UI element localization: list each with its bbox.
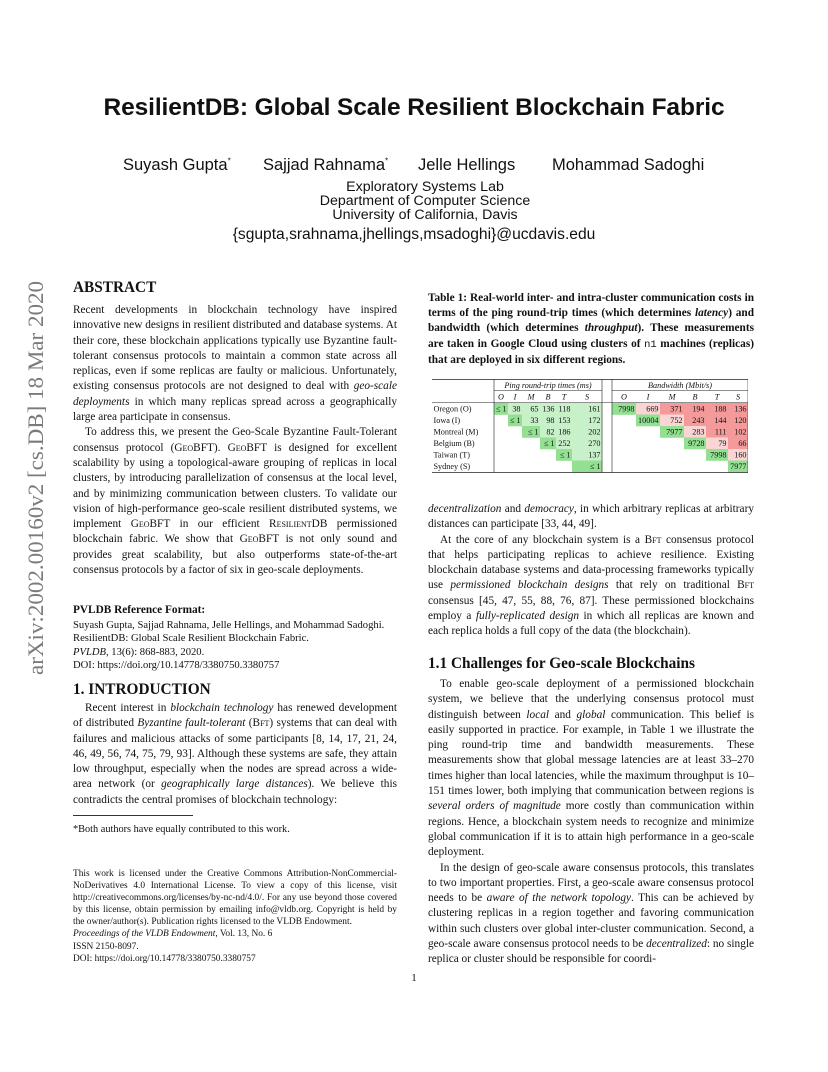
ping-col-header: B <box>545 392 551 402</box>
challenges-body: To enable geo-scale deployment of a permissioned blockchain system, we believe that the underlying consensus protocol must distinguish between local and global communication. This belief is easily supported in practice. For example, in Table 1 we illustrate the ping round-trip time and bandwidth measurements. These measurements show that global message latencies are at least 33–270 times higher than local latencies, while the maximum throughput is 10–151 times lower, both implying that communication between regions is several orders of magnitude more costly than communication within regions. Hence, a blockchain system needs to recognize and minimize global communication if it is to attain high performance in a geo-scale deployment. In the design of geo-scale aware consensus protocols, this translates to two important properties. First, a geo-scale aware consensus protocol needs to be aware of the network topology. This can be achieved by clustering replicas in a region together and favoring communication within such clusters over global inter-cluster communication. Second, a geo-scale aware consensus protocol needs to be decentralized: no single replica or cluster should be responsible for coordi- <box>428 678 755 966</box>
bandwidth-value: 669 <box>646 404 659 414</box>
ping-value: 118 <box>558 404 571 414</box>
ping-value: ≤ 1 <box>527 427 539 437</box>
bandwidth-col-header: O <box>621 392 627 402</box>
bandwidth-value: 111 <box>714 427 727 437</box>
bandwidth-col-header: I <box>646 392 650 402</box>
author-2: Sajjad Rahnama* <box>263 156 389 174</box>
bandwidth-col-header: T <box>714 392 720 402</box>
ping-col-header: T <box>561 392 567 402</box>
license-notice: This work is licensed under the Creative Commons Attribution-NonCommercial-NoDerivatives 4.0 International License. To view a copy of this license, visit http://creativecommons.org/licenses/by-nc-nd/4.0/. For any use beyond those covered by this license, obtain permission by emailing info@vldb.org. Copyright is held by the owner/author(s). Publication rights licensed to the VLDB Endowment. Proceedings of the VLDB Endowment, Vol. 13, No. 6 ISSN 2150-8097. DOI: https://doi.org/10.14778/3380750.3380757 <box>73 869 397 964</box>
ping-value: 202 <box>588 427 601 437</box>
ping-value: ≤ 1 <box>495 404 507 414</box>
table-row-label: Oregon (O) <box>433 404 472 414</box>
ping-value: 38 <box>512 404 521 414</box>
ping-value: 153 <box>558 416 571 426</box>
bandwidth-value: 283 <box>692 427 705 437</box>
ping-col-header: O <box>498 392 504 402</box>
bandwidth-value: 120 <box>734 416 747 426</box>
reference-format-heading: PVLDB Reference Format: <box>73 604 206 616</box>
table-row-label: Iowa (I) <box>433 416 461 426</box>
bandwidth-value: 7998 <box>618 404 635 414</box>
table-row-label: Belgium (B) <box>433 439 475 449</box>
table-row-label: Montreal (M) <box>433 427 479 437</box>
bandwidth-col-header: B <box>692 392 698 402</box>
ping-col-header: S <box>584 392 590 402</box>
table-row-label: Sydney (S) <box>433 462 471 472</box>
abstract-body: Recent developments in blockchain technology have inspired innovative new designs in resilient distributed and database systems. At their core, these blockchain applications typically use Byzantine fault-tolerant consensus protocols to maintain a common state across all replicas, even if some replicas are faulty or malicious. Unfortunately, existing consensus protocols are not designed to deal with geo-scale deployments in which many replicas spread across a geographically large area participate in consensus. To address this, we present the Geo-Scale Byzantine Fault-Tolerant consensus protocol (GeoBFT). GeoBFT is designed for excellent scalability by using a topological-aware grouping of replicas in local clusters, by introducing parallelization of consensus at the local level, and by minimizing communication between clusters. To validate our vision of high-performance geo-scale resilient distributed systems, we implement GeoBFT in our efficient ResilientDB permissioned blockchain fabric. We show that GeoBFT is not only sound and provides great scalability, but also outperforms state-of-the-art consensus protocols by a factor of six in geo-scale deployments. <box>73 304 397 577</box>
bandwidth-value: 160 <box>734 450 747 460</box>
bandwidth-value: 194 <box>692 404 705 414</box>
page-number: 1 <box>411 972 417 984</box>
bandwidth-value: 66 <box>738 439 747 449</box>
paper-title: ResilientDB: Global Scale Resilient Blockchain Fabric <box>103 94 725 121</box>
ping-value: ≤ 1 <box>589 462 601 472</box>
bandwidth-col-header: M <box>668 392 676 402</box>
svg-text:arXiv:2002.00160v2 [cs.DB] 1: arXiv:2002.00160v2 [cs.DB] 18 Mar 2020 <box>23 290 48 675</box>
ping-col-header: M <box>527 392 535 402</box>
bandwidth-header: Bandwidth (Mbit/s) <box>648 381 712 390</box>
bandwidth-value: 102 <box>734 427 747 437</box>
section-heading-challenges: 1.1 Challenges for Geo-scale Blockchains <box>428 655 695 672</box>
reference-format-body: Suyash Gupta, Sajjad Rahnama, Jelle Hellings, and Mohammad Sadoghi. ResilientDB: Global Scale Resilient Blockchain Fabric. PVLDB, 13(6): 868-883, 2020. DOI: https://doi.org/10.14778/3380750.3380757 <box>73 620 385 671</box>
bandwidth-value: 9728 <box>688 439 705 449</box>
ping-value: 252 <box>558 439 571 449</box>
affiliation-university: University of California, Davis <box>332 207 518 223</box>
ping-value: 82 <box>546 427 555 437</box>
bandwidth-value: 136 <box>734 404 747 414</box>
affiliation-dept: Department of Computer Science <box>319 193 531 209</box>
ping-header: Ping round-trip times (ms) <box>504 381 592 390</box>
bandwidth-value: 7977 <box>666 427 683 437</box>
author-emails: {sgupta,srahnama,jhellings,msadoghi}@ucdavis.edu <box>232 226 596 243</box>
ping-value: ≤ 1 <box>559 450 571 460</box>
bandwidth-value: 79 <box>718 439 727 449</box>
bandwidth-col-header: S <box>735 392 741 402</box>
introduction-heading: 1. INTRODUCTION <box>73 681 211 698</box>
footnote-rule <box>73 815 193 816</box>
ping-value: ≤ 1 <box>509 416 521 426</box>
bandwidth-value: 752 <box>670 416 683 426</box>
bandwidth-value: 371 <box>670 404 683 414</box>
introduction-body: Recent interest in blockchain technology has renewed development of distributed Byzantine fault-tolerant (Bft) systems that can deal with failures and malicious attacks of some participants [8, 14, 17, 21, 24, 46, 49, 56, 74, 75, 79, 93]. Although these systems are safe, they attain low throughput, especially when the nodes are spread across a wide-area network (or geographically large distances). We believe this contradicts the central promises of blockchain technology: <box>73 702 398 806</box>
footnote: *Both authors have equally contributed to this work. <box>73 824 290 835</box>
ping-value: 136 <box>542 404 555 414</box>
ping-value: 161 <box>588 404 601 414</box>
ping-value: 172 <box>588 416 601 426</box>
arxiv-stamp <box>10 281 50 675</box>
ping-value: 33 <box>530 416 539 426</box>
ping-value: 270 <box>588 439 601 449</box>
abstract-heading: ABSTRACT <box>73 279 157 296</box>
affiliation-lab: Exploratory Systems Lab <box>346 179 504 195</box>
ping-value: 186 <box>558 427 571 437</box>
author-3: Jelle Hellings <box>418 156 516 174</box>
ping-value: 98 <box>546 416 555 426</box>
ping-value: 65 <box>530 404 539 414</box>
table-caption: Table 1: Real-world inter- and intra-cluster communication costs in terms of the ping round-trip times (which determines latency) and bandwidth (which determines throughput). These measurements are taken in Google Cloud using clusters of n1 machines (replicas) that are deployed in six different regions. <box>428 292 754 366</box>
bandwidth-value: 144 <box>714 416 727 426</box>
ping-col-header: I <box>513 392 517 402</box>
right-column-body: decentralization and democracy, in which arbitrary replicas at arbitrary distances can participate [33, 44, 49]. At the core of any blockchain system is a Bft consensus protocol that helps participating replicas to achieve resilience. Existing blockchain database systems and data-processing frameworks typically use permissioned blockchain designs that rely on traditional Bft consensus [45, 47, 55, 88, 76, 87]. These permissioned blockchains employ a fully-replicated design in which all replicas are known and each replica holds a full copy of the data (the blockchain). <box>428 503 755 638</box>
ping-value: ≤ 1 <box>543 439 555 449</box>
ping-value: 137 <box>588 450 601 460</box>
author-1: Suyash Gupta* <box>123 156 231 174</box>
bandwidth-value: 7977 <box>730 462 747 472</box>
latency-bandwidth-table <box>432 379 748 473</box>
author-4: Mohammad Sadoghi <box>552 156 705 174</box>
bandwidth-value: 10004 <box>638 416 659 426</box>
bandwidth-value: 243 <box>692 416 705 426</box>
table-row-label: Taiwan (T) <box>433 450 470 460</box>
bandwidth-value: 188 <box>714 404 727 414</box>
bandwidth-value: 7998 <box>710 450 727 460</box>
